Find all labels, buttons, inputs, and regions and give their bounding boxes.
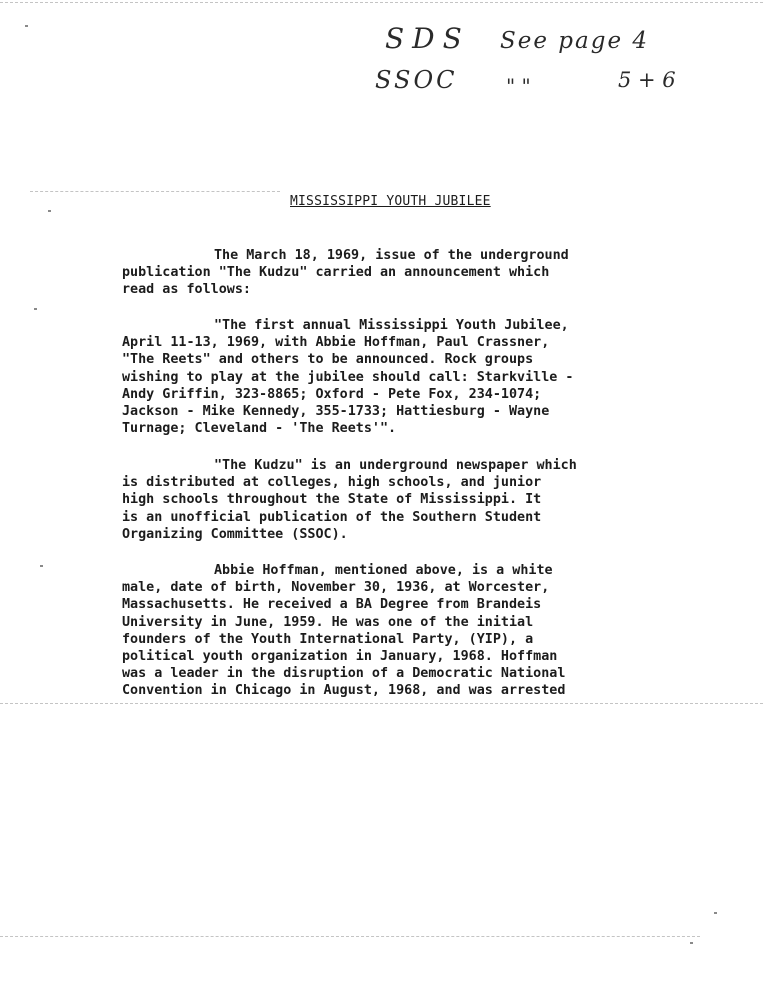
text-line: Turnage; Cleveland - 'The Reets'".	[122, 421, 397, 437]
text-line: "The Reets" and others to be announced. Rock groups	[122, 352, 534, 368]
text-line: Organizing Committee (SSOC).	[122, 526, 348, 542]
text-line: Andy Griffin, 323-8865; Oxford - Pete Fox, 234-1074;	[122, 386, 542, 402]
text-line: male, date of birth, November 30, 1936, at Worcester,	[122, 580, 550, 596]
handwritten-ditto: " "	[506, 74, 531, 98]
text-line: April 11-13, 1969, with Abbie Hoffman, Paul Crassner,	[122, 335, 550, 351]
text-line: The March 18, 1969, issue of the underground	[214, 248, 569, 263]
scan-speck	[34, 308, 37, 310]
paragraph-intro	[122, 247, 632, 299]
text-line: high schools throughout the State of Mississippi. It	[122, 492, 542, 508]
handwritten-ssoc: SSOC	[375, 66, 458, 94]
text-line: read as follows:	[122, 282, 251, 298]
scan-speck	[48, 210, 51, 212]
handwritten-see-page: See page 4	[500, 28, 650, 54]
text-line: "The Kudzu" is an underground newspaper which	[214, 458, 577, 473]
scan-line-top	[0, 2, 763, 3]
paragraph-kudzu	[122, 457, 632, 543]
text-line: University in June, 1959. He was one of the initial	[122, 614, 534, 630]
scan-speck	[25, 25, 28, 27]
paragraph-hoffman	[122, 562, 632, 700]
text-line: wishing to play at the jubilee should call: Starkville -	[122, 369, 574, 385]
scan-line-bottom	[0, 936, 700, 937]
text-line: publication "The Kudzu" carried an announcement which	[122, 265, 550, 281]
text-line: Massachusetts. He received a BA Degree from Brandeis	[122, 597, 542, 613]
text-line: is an unofficial publication of the Southern Student	[122, 509, 542, 525]
text-line: Abbie Hoffman, mentioned above, is a white	[214, 563, 553, 578]
text-line: "The first annual Mississippi Youth Jubilee,	[214, 318, 569, 333]
scan-speck	[690, 942, 693, 944]
scan-speck	[40, 565, 43, 567]
text-line: founders of the Youth International Party, (YIP), a	[122, 631, 534, 647]
text-line: was a leader in the disruption of a Democratic National	[122, 666, 566, 682]
text-line: Jackson - Mike Kennedy, 355-1733; Hattiesburg - Wayne	[122, 403, 550, 419]
scan-line-fold	[0, 703, 763, 704]
text-line: is distributed at colleges, high schools, and junior	[122, 475, 542, 491]
text-line: Convention in Chicago in August, 1968, and was arrested	[122, 683, 566, 699]
scan-speck	[714, 912, 717, 914]
paragraph-quotation	[122, 317, 632, 437]
text-line: political youth organization in January, 1968. Hoffman	[122, 648, 558, 664]
scan-line-upper	[30, 191, 280, 192]
handwritten-pages: 5 + 6	[618, 68, 676, 92]
handwritten-sds: SDS	[385, 22, 470, 55]
document-title: MISSISSIPPI YOUTH JUBILEE	[290, 194, 491, 209]
